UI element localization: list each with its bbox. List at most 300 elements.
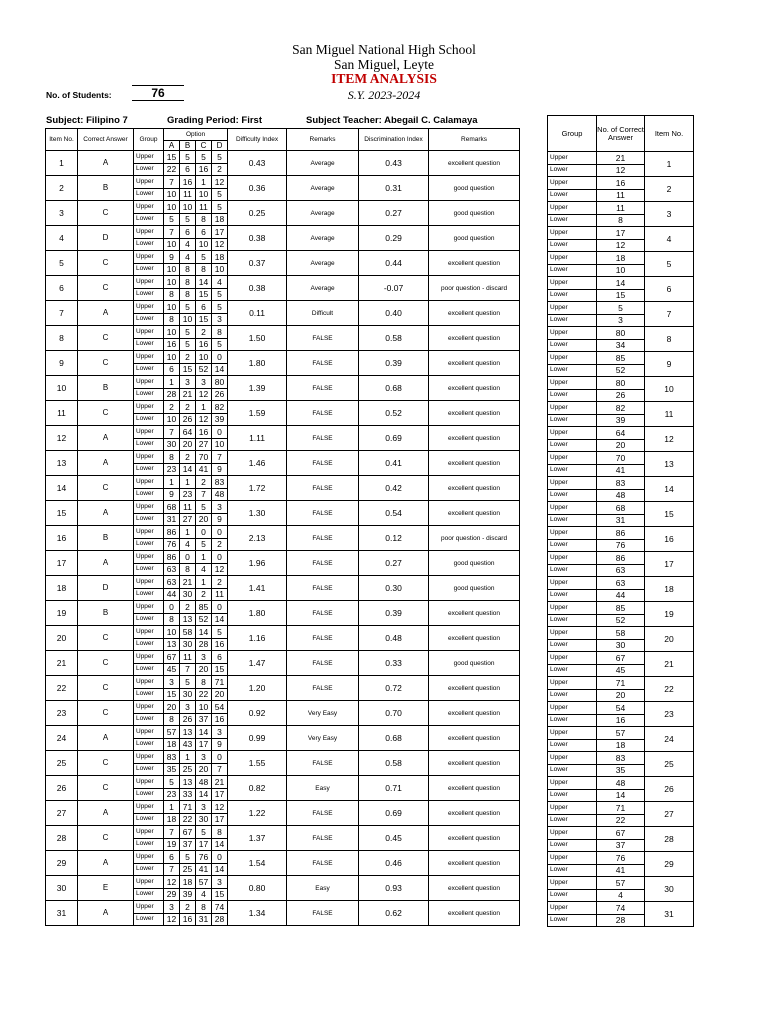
group-lower: Lower — [134, 838, 164, 851]
correct-answer: A — [78, 451, 134, 476]
option-count-upper: 8 — [180, 276, 196, 289]
option-count-lower: 8 — [180, 563, 196, 576]
option-count-lower: 22 — [196, 688, 212, 701]
difficulty-remarks: Average — [287, 251, 359, 276]
group-lower: Lower — [134, 238, 164, 251]
discrimination-remarks: excellent question — [429, 376, 520, 401]
discrimination-remarks: excellent question — [429, 501, 520, 526]
option-count-upper: 2 — [180, 351, 196, 364]
option-count-lower: 20 — [196, 763, 212, 776]
option-count-lower: 7 — [164, 863, 180, 876]
option-count-lower: 3 — [212, 313, 228, 326]
group-lower: Lower — [548, 589, 597, 602]
correct-count-lower: 37 — [597, 839, 645, 852]
group-upper: Upper — [548, 452, 597, 465]
option-count-upper: 3 — [212, 726, 228, 739]
discrimination-index: 0.27 — [359, 201, 429, 226]
col-header-option-d: D — [212, 141, 228, 151]
difficulty-remarks: FALSE — [287, 676, 359, 701]
difficulty-remarks: Average — [287, 151, 359, 176]
summary-item-number: 14 — [645, 477, 694, 502]
option-count-lower: 6 — [164, 363, 180, 376]
option-count-lower: 22 — [180, 813, 196, 826]
summary-row — [548, 802, 694, 815]
correct-count-lower: 35 — [597, 764, 645, 777]
option-count-upper: 5 — [196, 251, 212, 264]
option-count-lower: 39 — [180, 888, 196, 901]
option-count-upper: 16 — [196, 426, 212, 439]
group-upper: Upper — [134, 451, 164, 464]
option-count-lower: 9 — [212, 463, 228, 476]
option-count-lower: 6 — [180, 163, 196, 176]
summary-item-number: 3 — [645, 202, 694, 227]
option-count-lower: 30 — [180, 638, 196, 651]
group-upper: Upper — [548, 777, 597, 790]
discrimination-remarks: excellent question — [429, 401, 520, 426]
difficulty-remarks: FALSE — [287, 626, 359, 651]
difficulty-remarks: FALSE — [287, 751, 359, 776]
group-lower: Lower — [548, 464, 597, 477]
option-count-lower: 5 — [212, 338, 228, 351]
option-count-upper: 3 — [180, 701, 196, 714]
group-lower: Lower — [548, 839, 597, 852]
option-count-upper: 18 — [180, 876, 196, 889]
group-lower: Lower — [548, 564, 597, 577]
item-number: 20 — [46, 626, 78, 651]
group-lower: Lower — [548, 314, 597, 327]
correct-count-upper: 70 — [597, 452, 645, 465]
summary-row — [548, 427, 694, 440]
correct-count-lower: 4 — [597, 889, 645, 902]
summary-item-number: 8 — [645, 327, 694, 352]
option-count-lower: 10 — [164, 188, 180, 201]
option-count-upper: 5 — [212, 301, 228, 314]
summary-row — [548, 577, 694, 590]
item-number: 24 — [46, 726, 78, 751]
option-count-upper: 3 — [212, 501, 228, 514]
discrimination-index: 0.68 — [359, 376, 429, 401]
option-count-upper: 10 — [196, 351, 212, 364]
group-lower: Lower — [548, 414, 597, 427]
group-upper: Upper — [548, 852, 597, 865]
option-count-lower: 7 — [196, 488, 212, 501]
option-count-lower: 30 — [180, 688, 196, 701]
option-count-lower: 22 — [164, 163, 180, 176]
option-count-lower: 52 — [196, 613, 212, 626]
group-upper: Upper — [134, 801, 164, 814]
option-count-lower: 43 — [180, 738, 196, 751]
option-count-upper: 17 — [212, 226, 228, 239]
correct-count-lower: 63 — [597, 564, 645, 577]
group-lower: Lower — [548, 864, 597, 877]
table-row — [46, 576, 520, 589]
correct-count-lower: 11 — [597, 189, 645, 202]
group-lower: Lower — [548, 389, 597, 402]
option-count-upper: 11 — [180, 651, 196, 664]
correct-answer: C — [78, 351, 134, 376]
col-header-item-no: Item No. — [46, 129, 78, 151]
correct-answer: A — [78, 901, 134, 926]
discrimination-remarks: excellent question — [429, 676, 520, 701]
discrimination-index: 0.30 — [359, 576, 429, 601]
group-lower: Lower — [134, 363, 164, 376]
group-lower: Lower — [548, 789, 597, 802]
option-count-upper: 5 — [196, 151, 212, 164]
option-count-lower: 20 — [196, 663, 212, 676]
summary-row — [548, 302, 694, 315]
correct-count-lower: 41 — [597, 864, 645, 877]
option-count-upper: 76 — [196, 851, 212, 864]
option-count-upper: 3 — [164, 901, 180, 914]
group-lower: Lower — [548, 639, 597, 652]
option-count-upper: 86 — [164, 526, 180, 539]
correct-count-lower: 34 — [597, 339, 645, 352]
col-header-option-c: C — [196, 141, 212, 151]
group-lower: Lower — [548, 214, 597, 227]
discrimination-index: 0.58 — [359, 751, 429, 776]
option-count-upper: 48 — [196, 776, 212, 789]
group-upper: Upper — [548, 177, 597, 190]
group-upper: Upper — [134, 401, 164, 414]
option-count-lower: 13 — [164, 638, 180, 651]
difficulty-remarks: FALSE — [287, 451, 359, 476]
option-count-upper: 0 — [212, 851, 228, 864]
group-upper: Upper — [548, 377, 597, 390]
summary-header-item-no: Item No. — [645, 116, 694, 152]
option-count-lower: 15 — [212, 888, 228, 901]
option-count-lower: 15 — [164, 688, 180, 701]
correct-count-upper: 83 — [597, 752, 645, 765]
group-lower: Lower — [548, 489, 597, 502]
option-count-upper: 10 — [164, 276, 180, 289]
item-number: 19 — [46, 601, 78, 626]
option-count-lower: 28 — [212, 913, 228, 926]
discrimination-remarks: excellent question — [429, 476, 520, 501]
option-count-upper: 12 — [212, 801, 228, 814]
table-row — [46, 851, 520, 864]
discrimination-remarks: good question — [429, 176, 520, 201]
option-count-lower: 30 — [180, 588, 196, 601]
table-row — [46, 326, 520, 339]
summary-item-number: 23 — [645, 702, 694, 727]
summary-row — [548, 777, 694, 790]
option-count-upper: 83 — [164, 751, 180, 764]
correct-answer: C — [78, 251, 134, 276]
summary-item-number: 16 — [645, 527, 694, 552]
option-count-lower: 30 — [196, 813, 212, 826]
option-count-lower: 14 — [212, 838, 228, 851]
option-count-upper: 10 — [164, 201, 180, 214]
option-count-lower: 10 — [180, 313, 196, 326]
correct-count-upper: 71 — [597, 677, 645, 690]
group-lower: Lower — [134, 738, 164, 751]
option-count-upper: 10 — [164, 301, 180, 314]
group-upper: Upper — [548, 652, 597, 665]
option-count-lower: 12 — [196, 388, 212, 401]
option-count-upper: 0 — [180, 551, 196, 564]
option-count-lower: 41 — [196, 463, 212, 476]
option-count-lower: 45 — [164, 663, 180, 676]
option-count-lower: 5 — [196, 538, 212, 551]
option-count-upper: 8 — [212, 326, 228, 339]
item-number: 3 — [46, 201, 78, 226]
table-row — [46, 676, 520, 689]
correct-count-upper: 85 — [597, 602, 645, 615]
option-count-upper: 10 — [164, 326, 180, 339]
option-count-upper: 16 — [180, 176, 196, 189]
discrimination-index: -0.07 — [359, 276, 429, 301]
difficulty-index: 1.41 — [228, 576, 287, 601]
group-upper: Upper — [134, 301, 164, 314]
item-number: 1 — [46, 151, 78, 176]
discrimination-index: 0.52 — [359, 401, 429, 426]
option-count-lower: 11 — [212, 588, 228, 601]
correct-count-lower: 52 — [597, 364, 645, 377]
table-row — [46, 501, 520, 514]
correct-count-upper: 71 — [597, 802, 645, 815]
item-number: 6 — [46, 276, 78, 301]
option-count-lower: 14 — [180, 463, 196, 476]
option-count-lower: 8 — [164, 713, 180, 726]
option-count-upper: 3 — [196, 651, 212, 664]
option-count-lower: 28 — [164, 388, 180, 401]
option-count-upper: 20 — [164, 701, 180, 714]
school-address: San Miguel, Leyte — [333, 57, 435, 72]
option-count-lower: 2 — [196, 588, 212, 601]
discrimination-index: 0.48 — [359, 626, 429, 651]
correct-answer: C — [78, 276, 134, 301]
group-lower: Lower — [134, 338, 164, 351]
correct-count-upper: 18 — [597, 252, 645, 265]
option-count-upper: 82 — [212, 401, 228, 414]
option-count-upper: 1 — [196, 551, 212, 564]
summary-item-number: 2 — [645, 177, 694, 202]
group-lower: Lower — [548, 664, 597, 677]
discrimination-remarks: excellent question — [429, 601, 520, 626]
option-count-upper: 71 — [212, 676, 228, 689]
group-upper: Upper — [548, 827, 597, 840]
summary-row — [548, 177, 694, 190]
summary-row — [548, 727, 694, 740]
col-header-group: Group — [134, 129, 164, 151]
correct-count-upper: 64 — [597, 427, 645, 440]
item-number: 15 — [46, 501, 78, 526]
table-row — [46, 726, 520, 739]
difficulty-index: 0.11 — [228, 301, 287, 326]
option-count-lower: 21 — [180, 388, 196, 401]
option-count-upper: 64 — [180, 426, 196, 439]
option-count-lower: 15 — [212, 663, 228, 676]
difficulty-remarks: FALSE — [287, 376, 359, 401]
group-lower: Lower — [134, 538, 164, 551]
discrimination-index: 0.45 — [359, 826, 429, 851]
option-count-upper: 7 — [164, 226, 180, 239]
discrimination-index: 0.39 — [359, 351, 429, 376]
option-count-upper: 10 — [180, 201, 196, 214]
difficulty-remarks: FALSE — [287, 851, 359, 876]
option-count-lower: 14 — [212, 613, 228, 626]
discrimination-remarks: excellent question — [429, 426, 520, 451]
correct-answer: C — [78, 826, 134, 851]
option-count-upper: 7 — [164, 826, 180, 839]
discrimination-remarks: excellent question — [429, 251, 520, 276]
option-count-upper: 57 — [164, 726, 180, 739]
option-count-lower: 14 — [196, 788, 212, 801]
discrimination-index: 0.39 — [359, 601, 429, 626]
school-year: S.Y. 2023-2024 — [347, 88, 421, 102]
item-number: 7 — [46, 301, 78, 326]
correct-count-lower: 41 — [597, 464, 645, 477]
option-count-lower: 4 — [196, 888, 212, 901]
option-count-lower: 9 — [212, 738, 228, 751]
option-count-upper: 85 — [196, 601, 212, 614]
table-row — [46, 451, 520, 464]
correct-count-upper: 86 — [597, 552, 645, 565]
correct-count-upper: 11 — [597, 202, 645, 215]
table-row — [46, 401, 520, 414]
correct-answer: C — [78, 676, 134, 701]
option-count-lower: 26 — [180, 413, 196, 426]
group-upper: Upper — [548, 352, 597, 365]
item-number: 10 — [46, 376, 78, 401]
option-count-lower: 30 — [164, 438, 180, 451]
correct-count-upper: 17 — [597, 227, 645, 240]
option-count-upper: 3 — [196, 376, 212, 389]
item-number: 28 — [46, 826, 78, 851]
group-upper: Upper — [134, 751, 164, 764]
summary-row — [548, 277, 694, 290]
col-header-option-b: B — [180, 141, 196, 151]
correct-count-upper: 68 — [597, 502, 645, 515]
option-count-upper: 5 — [212, 151, 228, 164]
correct-count-upper: 80 — [597, 327, 645, 340]
summary-row — [548, 702, 694, 715]
option-count-upper: 4 — [180, 251, 196, 264]
difficulty-index: 0.92 — [228, 701, 287, 726]
option-count-upper: 0 — [212, 526, 228, 539]
option-count-lower: 8 — [180, 263, 196, 276]
table-row — [46, 551, 520, 564]
discrimination-index: 0.43 — [359, 151, 429, 176]
group-upper: Upper — [548, 577, 597, 590]
group-upper: Upper — [548, 402, 597, 415]
option-count-lower: 16 — [212, 638, 228, 651]
option-count-lower: 10 — [196, 188, 212, 201]
summary-item-number: 21 — [645, 652, 694, 677]
group-lower: Lower — [134, 788, 164, 801]
difficulty-remarks: Average — [287, 201, 359, 226]
correct-count-upper: 14 — [597, 277, 645, 290]
summary-item-number: 7 — [645, 302, 694, 327]
correct-answer: C — [78, 751, 134, 776]
discrimination-remarks: excellent question — [429, 351, 520, 376]
option-count-upper: 74 — [212, 901, 228, 914]
correct-count-upper: 54 — [597, 702, 645, 715]
difficulty-index: 0.43 — [228, 151, 287, 176]
option-count-lower: 28 — [196, 638, 212, 651]
page-title: ITEM ANALYSIS — [331, 71, 437, 86]
group-lower: Lower — [134, 213, 164, 226]
group-lower: Lower — [134, 288, 164, 301]
group-lower: Lower — [134, 413, 164, 426]
difficulty-index: 0.36 — [228, 176, 287, 201]
group-upper: Upper — [134, 426, 164, 439]
summary-row — [548, 377, 694, 390]
group-upper: Upper — [134, 826, 164, 839]
summary-row — [548, 552, 694, 565]
summary-item-number: 25 — [645, 752, 694, 777]
correct-answer: C — [78, 201, 134, 226]
option-count-lower: 26 — [180, 713, 196, 726]
group-lower: Lower — [134, 613, 164, 626]
option-count-upper: 54 — [212, 701, 228, 714]
group-upper: Upper — [548, 227, 597, 240]
item-number: 22 — [46, 676, 78, 701]
item-number: 8 — [46, 326, 78, 351]
option-count-lower: 13 — [180, 613, 196, 626]
option-count-lower: 4 — [196, 563, 212, 576]
summary-item-number: 15 — [645, 502, 694, 527]
summary-row — [548, 527, 694, 540]
discrimination-remarks: excellent question — [429, 626, 520, 651]
correct-count-upper: 67 — [597, 652, 645, 665]
option-count-lower: 20 — [180, 438, 196, 451]
table-row — [46, 351, 520, 364]
option-count-lower: 12 — [212, 238, 228, 251]
difficulty-remarks: FALSE — [287, 601, 359, 626]
discrimination-remarks: excellent question — [429, 751, 520, 776]
discrimination-remarks: poor question - discard — [429, 276, 520, 301]
discrimination-remarks: excellent question — [429, 851, 520, 876]
correct-answer: B — [78, 376, 134, 401]
summary-row — [548, 227, 694, 240]
correct-count-upper: 83 — [597, 477, 645, 490]
discrimination-index: 0.31 — [359, 176, 429, 201]
group-lower: Lower — [548, 889, 597, 902]
option-count-lower: 10 — [212, 263, 228, 276]
discrimination-remarks: excellent question — [429, 301, 520, 326]
option-count-upper: 14 — [196, 276, 212, 289]
item-number: 31 — [46, 901, 78, 926]
option-count-lower: 5 — [180, 213, 196, 226]
group-upper: Upper — [134, 201, 164, 214]
option-count-lower: 20 — [212, 688, 228, 701]
correct-count-lower: 48 — [597, 489, 645, 502]
summary-row — [548, 902, 694, 915]
option-count-upper: 13 — [180, 776, 196, 789]
option-count-upper: 10 — [164, 626, 180, 639]
option-count-upper: 1 — [196, 176, 212, 189]
option-count-lower: 18 — [212, 213, 228, 226]
table-row — [46, 151, 520, 164]
option-count-upper: 0 — [212, 551, 228, 564]
group-upper: Upper — [134, 851, 164, 864]
group-upper: Upper — [134, 626, 164, 639]
group-upper: Upper — [548, 202, 597, 215]
item-number: 13 — [46, 451, 78, 476]
correct-count-upper: 76 — [597, 852, 645, 865]
summary-row — [548, 477, 694, 490]
summary-row — [548, 677, 694, 690]
discrimination-remarks: good question — [429, 651, 520, 676]
summary-row — [548, 327, 694, 340]
correct-answer: D — [78, 226, 134, 251]
difficulty-index: 0.38 — [228, 276, 287, 301]
correct-answer: C — [78, 401, 134, 426]
option-count-lower: 26 — [212, 388, 228, 401]
group-lower: Lower — [134, 663, 164, 676]
group-lower: Lower — [548, 364, 597, 377]
